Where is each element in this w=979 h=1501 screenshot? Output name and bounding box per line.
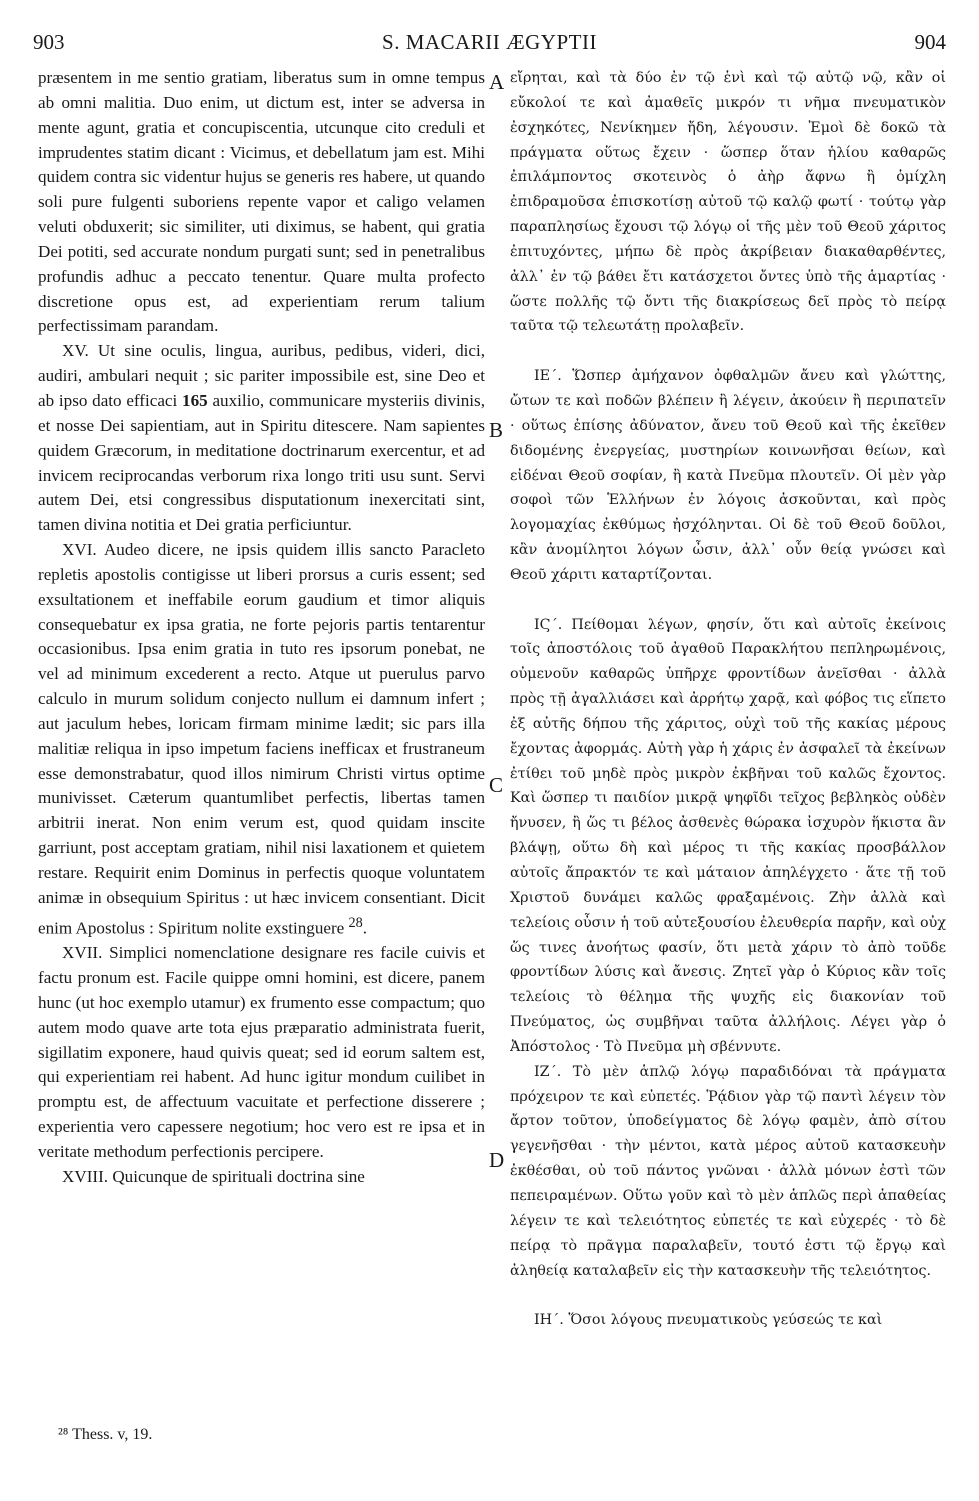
greek-paragraph-16: ΙϚ΄. Πείθομαι λέγων, φησίν, ὅτι καὶ αὐτοῖς ἐκείνοις τοῖς ἀποστόλοις τοῦ ἀγαθοῦ Παρακλήτου πεπληρωμένοις, οὐμενοῦν καθαρῶς ὑπῆρχε φροντίδων ἀνεῖσθαι · ἀλλὰ πρὸς τῇ ἀγαλλιάσει καὶ ἀρρήτῳ χαρᾷ, καὶ φόβος τις εἵπετο ἐξ αὐτῆς δήπου τῆς χάριτος, οὐχὶ τοῦ τῆς κακίας μέρους ἔχοντας ἀφορμάς. Αὐτὴ γὰρ ἡ χάρις ἐν ἀσφαλεῖ τὰ ἐκείνων ἐτίθει τοῦ μηδὲ πρὸς μικρὸν ἐκβῆναι τοῦ καλῶς ἔχοντος. Καὶ ὥσπερ τι παιδίον μικρᾷ ψηφῖδι τεῖχος βεβληκὸς οὐδὲν ἤνυσεν, ἢ ὥς τι βέλος ἀσθενὲς θώρακα ἰσχυρὸν ἥκιστα ἂν βλάψῃ, οὕτω δὴ καὶ μέρος τι τῆς κακίας προσβάλλον αὐτοῖς ἄπρακτόν τε καὶ μάταιον ἀπηλέγχετο · ἅτε τῇ τοῦ Χριστοῦ δυνάμει καλῶς φραξαμένοις. Ζὴν ἀλλὰ καὶ τελείοις οὖσιν ἡ τοῦ αὐτεξουσίου ἐλευθερία παρῆν, καὶ οὐχ ὥς τινες ἀνοήτως φασίν, ὅτι μετὰ χάριν τὸ ἀπὸ τοῦδε φροντίδων λύσις καὶ ἄνεσις. Ζητεῖ γὰρ ὁ Κύριος κἂν τοῖς τελείοις τὸ θέλημα τῆς ψυχῆς εἰς διακονίαν τοῦ Πνεύματος, ὡς συμβῆναι ταῦτα ἀλλήλοις. Λέγει γὰρ ὁ Ἀπόστολος · Τὸ Πνεῦμα μὴ σβέννυτε. bbox=[510, 616, 946, 1055]
greek-paragraph-14-end: εἴρηται, καὶ τὰ δύο ἐν τῷ ἑνὶ καὶ τῷ αὐτῷ νῷ, κἂν οἱ εὔκολοί τε καὶ ἀμαθεῖς μικρόν τι νῆμα πνευματικὸν ἐσχηκότες, Νενίκημεν ἤδη, λέγουσιν. Ἐμοὶ δὲ δοκῶ τὰ πράγματα οὕτως ἔχειν · ὥσπερ ὅταν ἡλίου καθαρῶς ἐπιλάμποντος σκοτεινὸς ὁ ἀὴρ ἄφνω ἢ ὁμίχλη ἐπιδραμοῦσα ἐπισκοτίσῃ αὐτοῦ τῷ καλῷ φωτί · τούτῳ γὰρ παραπλησίως ἔχουσι τῷ λόγῳ οἱ τῆς μὲν τοῦ Θεοῦ χάριτος ἐπιτυχόντες, μήπω δὲ πρὸς ἀκρίβειαν διακαθαρθέντες, ἀλλ᾽ ἐν τῷ βάθει ἔτι κατάσχετοι ὄντες ὑπὸ τῆς ἁμαρτίας · ὥστε πολλῆς τῷ ὄντι τῆς διακρίσεως δεῖ πρὸς τὸ πείρᾳ ταῦτα τῷ τελεωτάτῃ προλαβεῖν. bbox=[510, 70, 946, 335]
margin-letter-a: A bbox=[489, 70, 505, 94]
margin-letter-c: C bbox=[489, 773, 504, 797]
latin-paragraph-16: XVI. Audeo dicere, ne ipsis quidem illis sancto Paracleto repletis apostolis contigisse ut liberi prorsus a curis essent; sed exsultationem et ineffabile eorum gaudium et timor aliquis consequebatur ex ipsa gratia, ne forte pejoris partis tentarentur occasionibus. Ipsa enim gratia in tuto res ipsorum ponebat, ne vel ad minimum excederent a recto. Atque ut puerulus parvo calculo in murum solidum conjecto nullum ei damnum infert ; aut jaculum hebes, loricam firmam minime lædit; sic pars illa malitiæ reliqua in ipso impetum faciens inefficax et frustraneum esse demonstrabatur, quod illos nimirum Christi virtus optime munivisset. Cæterum quantumlibet perfectis, libertas tamen arbitrii inerat. Non enim verum est, quod quidam inscite garriunt, post acceptam gratiam, nihil nisi laxationem et quietem restare. Requirit enim Dominus in perfectis quoque voluntatem animæ in obsequium Spiritus : ut hæc invicem consentiant. Dicit enim Apostolus : Spiritum nolite exstinguere $^{28}$. bbox=[38, 540, 485, 938]
footnote-reference: 28 bbox=[348, 914, 363, 931]
page-number-left: 903 bbox=[33, 30, 65, 54]
latin-p16-text: XVI. Audeo dicere, ne ipsis quidem illis sancto Paracleto repletis apostolis contigisse ut liberi prorsus a curis essent; sed exsultationem et ineffabile eorum gaudium et timor aliquis consequebatur ex ipsa gratia, ne forte pejoris partis tentarentur occasionibus. Ipsa enim gratia in tuto res ipsorum ponebat, ne vel ad minimum excederent a recto. Atque ut puerulus parvo calculo in murum solidum conjecto nullum ei damnum infert ; aut jaculum hebes, loricam firmam minime lædit; sic pars illa malitiæ reliqua in ipso impetum faciens inefficax et frustraneum esse demonstrabatur, quod illos nimirum Christi virtus optime munivisset. Cæterum quantumlibet perfectis, libertas tamen arbitrii inerat. Non enim verum est, quod quidam inscite garriunt, post acceptam gratiam, nihil nisi laxationem et quietem restare. Requirit enim Dominus in perfectis quoque voluntatem animæ in obsequium Spiritus : ut hæc invicem consentiant. Dicit enim Apostolus : Spiritum nolite exstinguere bbox=[38, 540, 485, 938]
latin-p15-text-a: XV. Ut sine oculis, lingua, auribus, pedibus, videri, dici, audiri, ambulari nequit ; sic pariter impossibile est, sine Deo et ab ipso dato efficaci bbox=[38, 341, 485, 410]
latin-paragraph-14-end: præsentem in me sentio gratiam, liberatus sum in omne tempus ab omni malitia. Duo enim, ut dictum est, inter se adversa in mente agunt, gratia et concupiscentia, utcunque cito creduli et imprudentes statim dicant : Vicimus, et debellatum jam est. Mihi quidem contra sic videntur hujus se generis res habere, ut quando soli pure fulgenti suboriens repente vapor et caligo velamen veluti obduxerit; sic similiter, uti diximus, se habent, qui gratia Dei potiti, sed accurate nondum purgati sunt; sed in penetralibus profundis adhuc a peccato tenentur. Quare multa profecto discretione opus est, ad experientiam rerum talium perfectissimam parandam. bbox=[38, 68, 485, 336]
greek-paragraph-15: ΙΕ΄. Ὥσπερ ἀμήχανον ὀφθαλμῶν ἄνευ καὶ γλώττης, ὤτων τε καὶ ποδῶν βλέπειν ἢ λέγειν, ἀκούειν ἢ περιπατεῖν · οὕτως ἐπίσης ἀδύνατον, ἄνευ τοῦ Θεοῦ καὶ τῆς ἐκεῖθεν διδομένης ἐνεργείας, μυστηρίων κοινωνῆσαι θείων, καὶ εἰδέναι Θεοῦ σοφίαν, ἢ κατὰ Πνεῦμα πλουτεῖν. Οἱ μὲν γὰρ σοφοὶ τῶν Ἑλλήνων ἐν λόγοις ἀσκοῦνται, καὶ πρὸς λογομαχίας ἐκθύμως ἠσχόληνται. Οἱ δὲ τοῦ Θεοῦ δοῦλοι, κἂν ἀνομίλητοι λόγων ὦσιν, ἀλλ᾽ οὖν θείᾳ γνώσει καὶ Θεοῦ χάριτι καταρτίζονται. bbox=[510, 368, 946, 583]
greek-paragraph-17: ΙΖ΄. Τὸ μὲν ἁπλῷ λόγῳ παραδιδόναι τὰ πράγματα πρόχειρον τε καὶ εὐπετές. Ῥᾴδιον γὰρ τῷ παντὶ λέγειν τὸν ἄρτον τοῦτον, ὑποδείγματος δὲ λόγῳ φαμὲν, ἀπὸ σίτου γεγενῆσθαι · τὴν μέντοι, κατὰ μέρος αὐτοῦ κατασκευὴν ἐκθέσθαι, οὐ τοῦ πάντος γνῶναι · ἀλλὰ μόνων ἐστὶ τῶν πεπειραμένων. Οὕτω γοῦν καὶ τὸ μὲν ἁπλῶς περὶ ἀπαθείας λέγειν τε καὶ τελειότητος εὐπετές τε καὶ εὐχερές · τὸ δὲ πείρᾳ τὸ πρᾶγμα παραλαβεῖν, τουτό ἐστι τῷ ἔργῳ καὶ ἀληθείᾳ καταλαβεῖν εἰς τὴν κατασκευὴν τῆς τελειότητος. bbox=[510, 1063, 946, 1279]
edition-column-number: 165 bbox=[182, 390, 208, 410]
latin-paragraph-15 bbox=[38, 339, 485, 538]
margin-letter-b: B bbox=[489, 418, 504, 442]
page-header bbox=[0, 30, 979, 60]
margin-letter-d: D bbox=[489, 1148, 505, 1172]
latin-column bbox=[38, 66, 485, 1190]
greek-column bbox=[510, 66, 946, 1333]
latin-paragraph-17: XVII. Simplici nomenclatione designare res facile cuivis et factu pronum est. Facile quippe omni homini, est dicere, panem hunc (ut hoc exemplo utamur) ex frumento esse compactum; quo autem modo quave arte tota ejus præparatio administrata fuerit, sigillatim exponere, haud quivis queat; sed id eorum saltem est, qui experientiam rei habent. Ad hunc igitur mondum cuilibet in promptu est, de affectuum vacuitate et perfectione disserere ; experientia vero capessere negotium; hoc vero est re ipsa et in veritate methodum perfectionis percipere. bbox=[38, 943, 485, 1161]
latin-paragraph-18: XVIII. Quicunque de spirituali doctrina sine bbox=[62, 1166, 365, 1186]
footnote: ²⁸ Thess. v, 19. bbox=[58, 1426, 153, 1443]
latin-p15-text-b: auxilio, communicare mysteriis divinis, et nosse Dei sapientiam, aut in Spiritu ditescere. Nam sapientes quidem Græcorum, in meditatione doctrinarum exercentur, et ad invicem reciprocandas verborum rixa longo triti usu sunt. Servi autem Dei, etsi congressibus disputationum inexercitati sint, tamen divina notitia et Dei gratia perficiuntur. bbox=[38, 390, 485, 535]
greek-paragraph-18: ΙΗ΄. Ὅσοι λόγους πνευματικοὺς γεύσεώς τε καὶ bbox=[534, 1312, 883, 1329]
running-title: S. MACARII ÆGYPTII bbox=[382, 30, 597, 54]
page-number-right: 904 bbox=[914, 30, 946, 54]
